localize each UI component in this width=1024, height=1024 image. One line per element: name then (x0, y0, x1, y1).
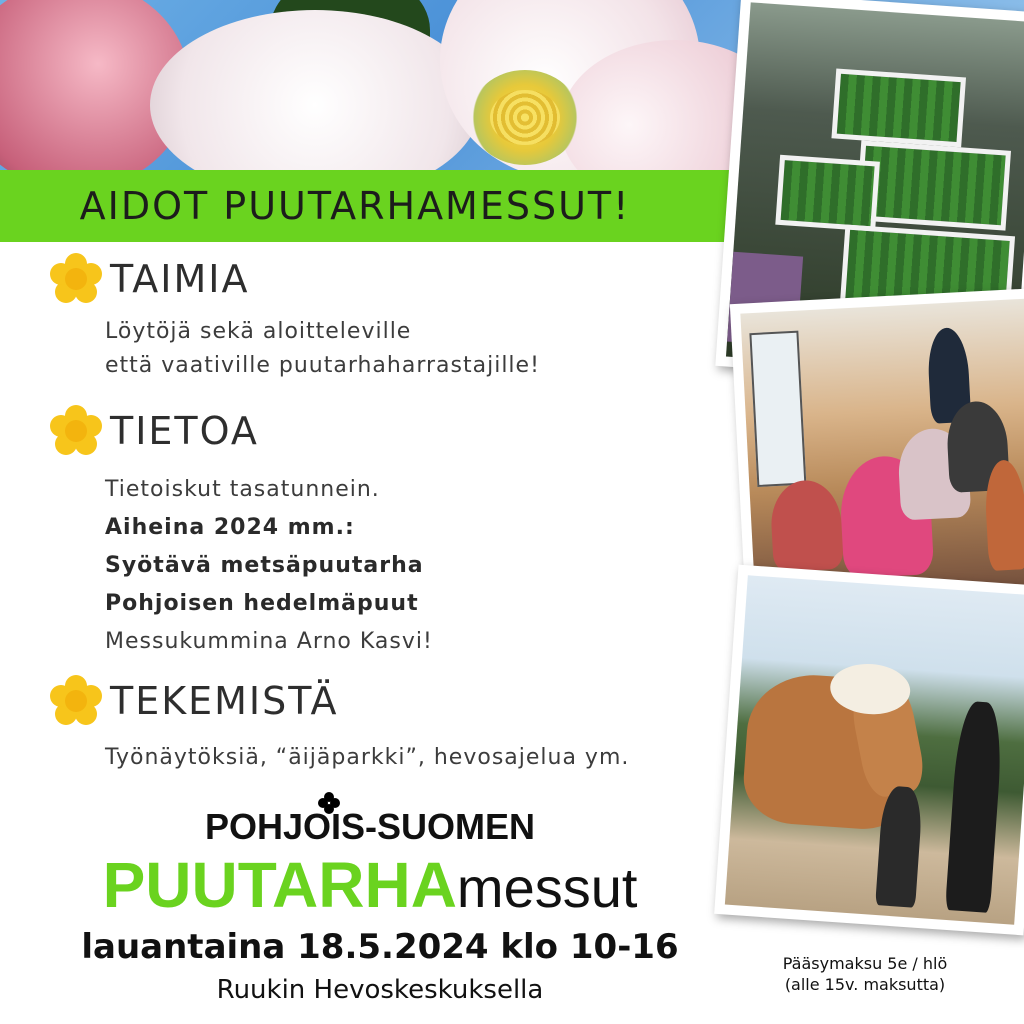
section-text: Työnäytöksiä, “äijäparkki”, hevosajelua ym. (105, 745, 630, 770)
petal (150, 10, 480, 175)
banner-title: AIDOT PUUTARHAMESSUT! (79, 184, 631, 228)
event-date: lauantaina 18.5.2024 klo 10-16 (81, 927, 679, 967)
section-tekemista (50, 675, 629, 775)
section-text: Tietoiskut tasatunnein. (105, 477, 380, 502)
section-tietoa (50, 405, 433, 661)
entry-fee (760, 953, 970, 995)
event-venue: Ruukin Hevoskeskuksella (216, 975, 544, 1005)
section-text: Messukummina Arno Kasvi! (105, 629, 433, 654)
section-heading: TIETOA (110, 409, 259, 453)
brand-suffix: messut (456, 856, 638, 919)
brand-region: POHJOIS-SUOMEN (204, 806, 536, 847)
brand-green-word: PUUTARHA (102, 849, 457, 921)
section-text-bold: Syötävä metsäpuutarha (105, 553, 424, 578)
yellow-flower-icon (50, 253, 102, 305)
section-text-bold: Pohjoisen hedelmäpuut (105, 591, 419, 616)
fee-note: (alle 15v. maksutta) (784, 975, 946, 994)
section-text: Löytöjä sekä aloitteleville (105, 319, 412, 344)
section-heading: TEKEMISTÄ (110, 679, 339, 723)
photo-horse (714, 565, 1024, 936)
yellow-flower-icon (50, 405, 102, 457)
section-text: että vaativille puutarhaharrastajille! (105, 353, 540, 378)
yellow-flower-icon (50, 675, 102, 727)
section-heading: TAIMIA (110, 257, 250, 301)
flower-stamen (470, 70, 580, 165)
brand-logo (40, 850, 700, 923)
section-taimia (50, 253, 540, 383)
fee-line: Pääsymaksu 5e / hlö (782, 954, 948, 973)
section-text-bold: Aiheina 2024 mm.: (105, 515, 355, 540)
